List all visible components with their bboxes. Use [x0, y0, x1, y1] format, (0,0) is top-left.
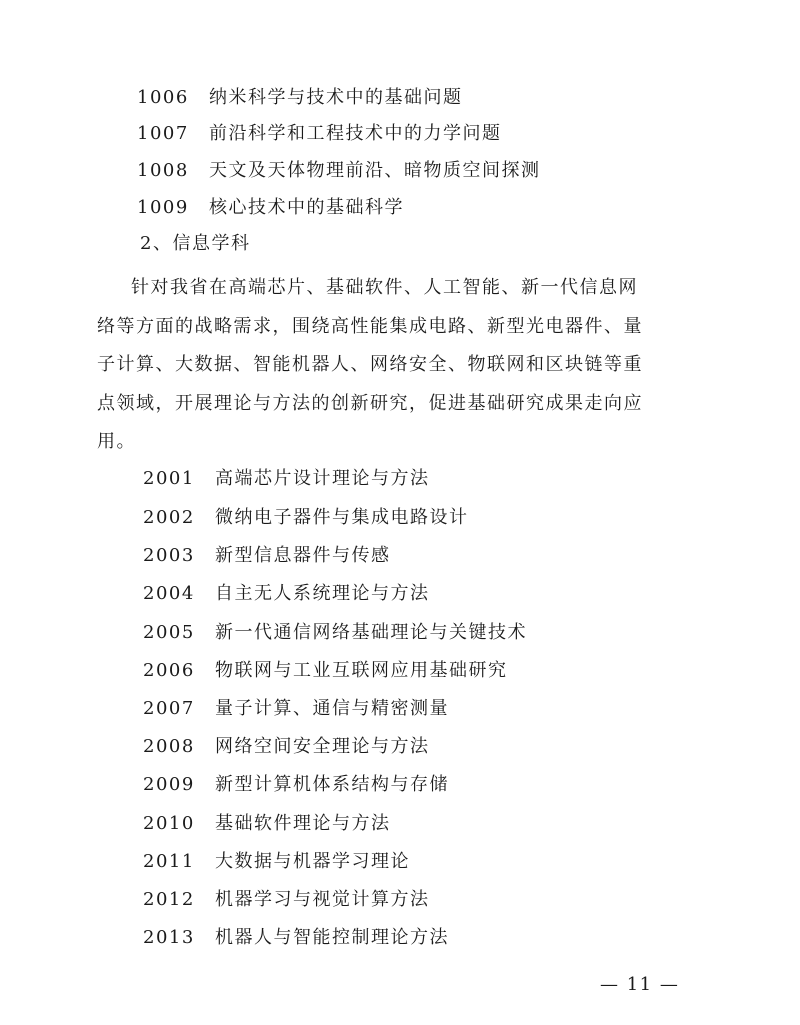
- list-item: [137, 159, 541, 183]
- list-item: [137, 86, 463, 110]
- item-code: 2004: [143, 583, 195, 604]
- list-item: [143, 506, 469, 530]
- item-title: 天文及天体物理前沿、暗物质空间探测: [209, 160, 541, 181]
- list-item: [137, 122, 502, 146]
- item-title: 物联网与工业互联网应用基础研究: [215, 660, 508, 681]
- paragraph-line: 点领域，开展理论与方法的创新研究，促进基础研究成果走向应: [97, 392, 643, 414]
- item-code: 2007: [143, 698, 195, 719]
- item-title: 纳米科学与技术中的基础问题: [209, 87, 463, 108]
- paragraph-line: 络等方面的战略需求，围绕高性能集成电路、新型光电器件、量: [97, 315, 643, 337]
- item-code: 2008: [143, 736, 195, 757]
- list-item: [143, 467, 430, 491]
- item-title: 网络空间安全理论与方法: [215, 736, 430, 757]
- list-item: [143, 926, 449, 950]
- paragraph-line: 子计算、大数据、智能机器人、网络安全、物联网和区块链等重: [97, 354, 643, 375]
- list-item: [143, 621, 527, 645]
- item-code: 2006: [143, 660, 195, 681]
- item-title: 高端芯片设计理论与方法: [215, 468, 430, 489]
- item-code: 1007: [137, 123, 189, 144]
- list-item: [143, 735, 430, 759]
- list-item: [143, 659, 508, 683]
- item-code: 1008: [137, 160, 189, 181]
- item-code: 1006: [137, 87, 189, 108]
- item-code: 2013: [143, 927, 195, 948]
- list-item: [143, 773, 449, 797]
- item-code: 2001: [143, 468, 195, 489]
- item-code: 2009: [143, 774, 195, 795]
- item-title: 微纳电子器件与集成电路设计: [215, 507, 469, 528]
- item-title: 自主无人系统理论与方法: [215, 583, 430, 604]
- list-item: [143, 582, 430, 606]
- item-code: 1009: [137, 197, 189, 218]
- item-code: 2011: [143, 851, 195, 872]
- section-heading: 2、信息学科: [140, 233, 251, 254]
- item-code: 2010: [143, 813, 195, 834]
- paragraph-line: 针对我省在高端芯片、基础软件、人工智能、新一代信息网: [131, 277, 638, 298]
- item-title: 基础软件理论与方法: [215, 813, 391, 834]
- item-code: 2005: [143, 622, 195, 643]
- item-title: 机器学习与视觉计算方法: [215, 889, 430, 910]
- list-item: [143, 544, 391, 568]
- list-item: [143, 697, 449, 721]
- paragraph-line: 用。: [97, 431, 136, 452]
- item-title: 新一代通信网络基础理论与关键技术: [215, 622, 527, 643]
- item-title: 核心技术中的基础科学: [209, 197, 404, 218]
- item-title: 新型计算机体系结构与存储: [215, 774, 449, 795]
- item-title: 前沿科学和工程技术中的力学问题: [209, 123, 502, 144]
- item-title: 新型信息器件与传感: [215, 545, 391, 566]
- item-title: 量子计算、通信与精密测量: [215, 698, 449, 719]
- list-item: [143, 888, 430, 912]
- section-paragraph: [97, 269, 705, 462]
- list-item: [143, 850, 410, 874]
- page-number: — 11 —: [600, 974, 680, 995]
- item-code: 2003: [143, 545, 195, 566]
- list-item: [137, 196, 404, 220]
- item-title: 大数据与机器学习理论: [215, 851, 410, 872]
- item-code: 2012: [143, 889, 195, 910]
- item-code: 2002: [143, 507, 195, 528]
- item-title: 机器人与智能控制理论方法: [215, 927, 449, 948]
- list-item: [143, 812, 391, 836]
